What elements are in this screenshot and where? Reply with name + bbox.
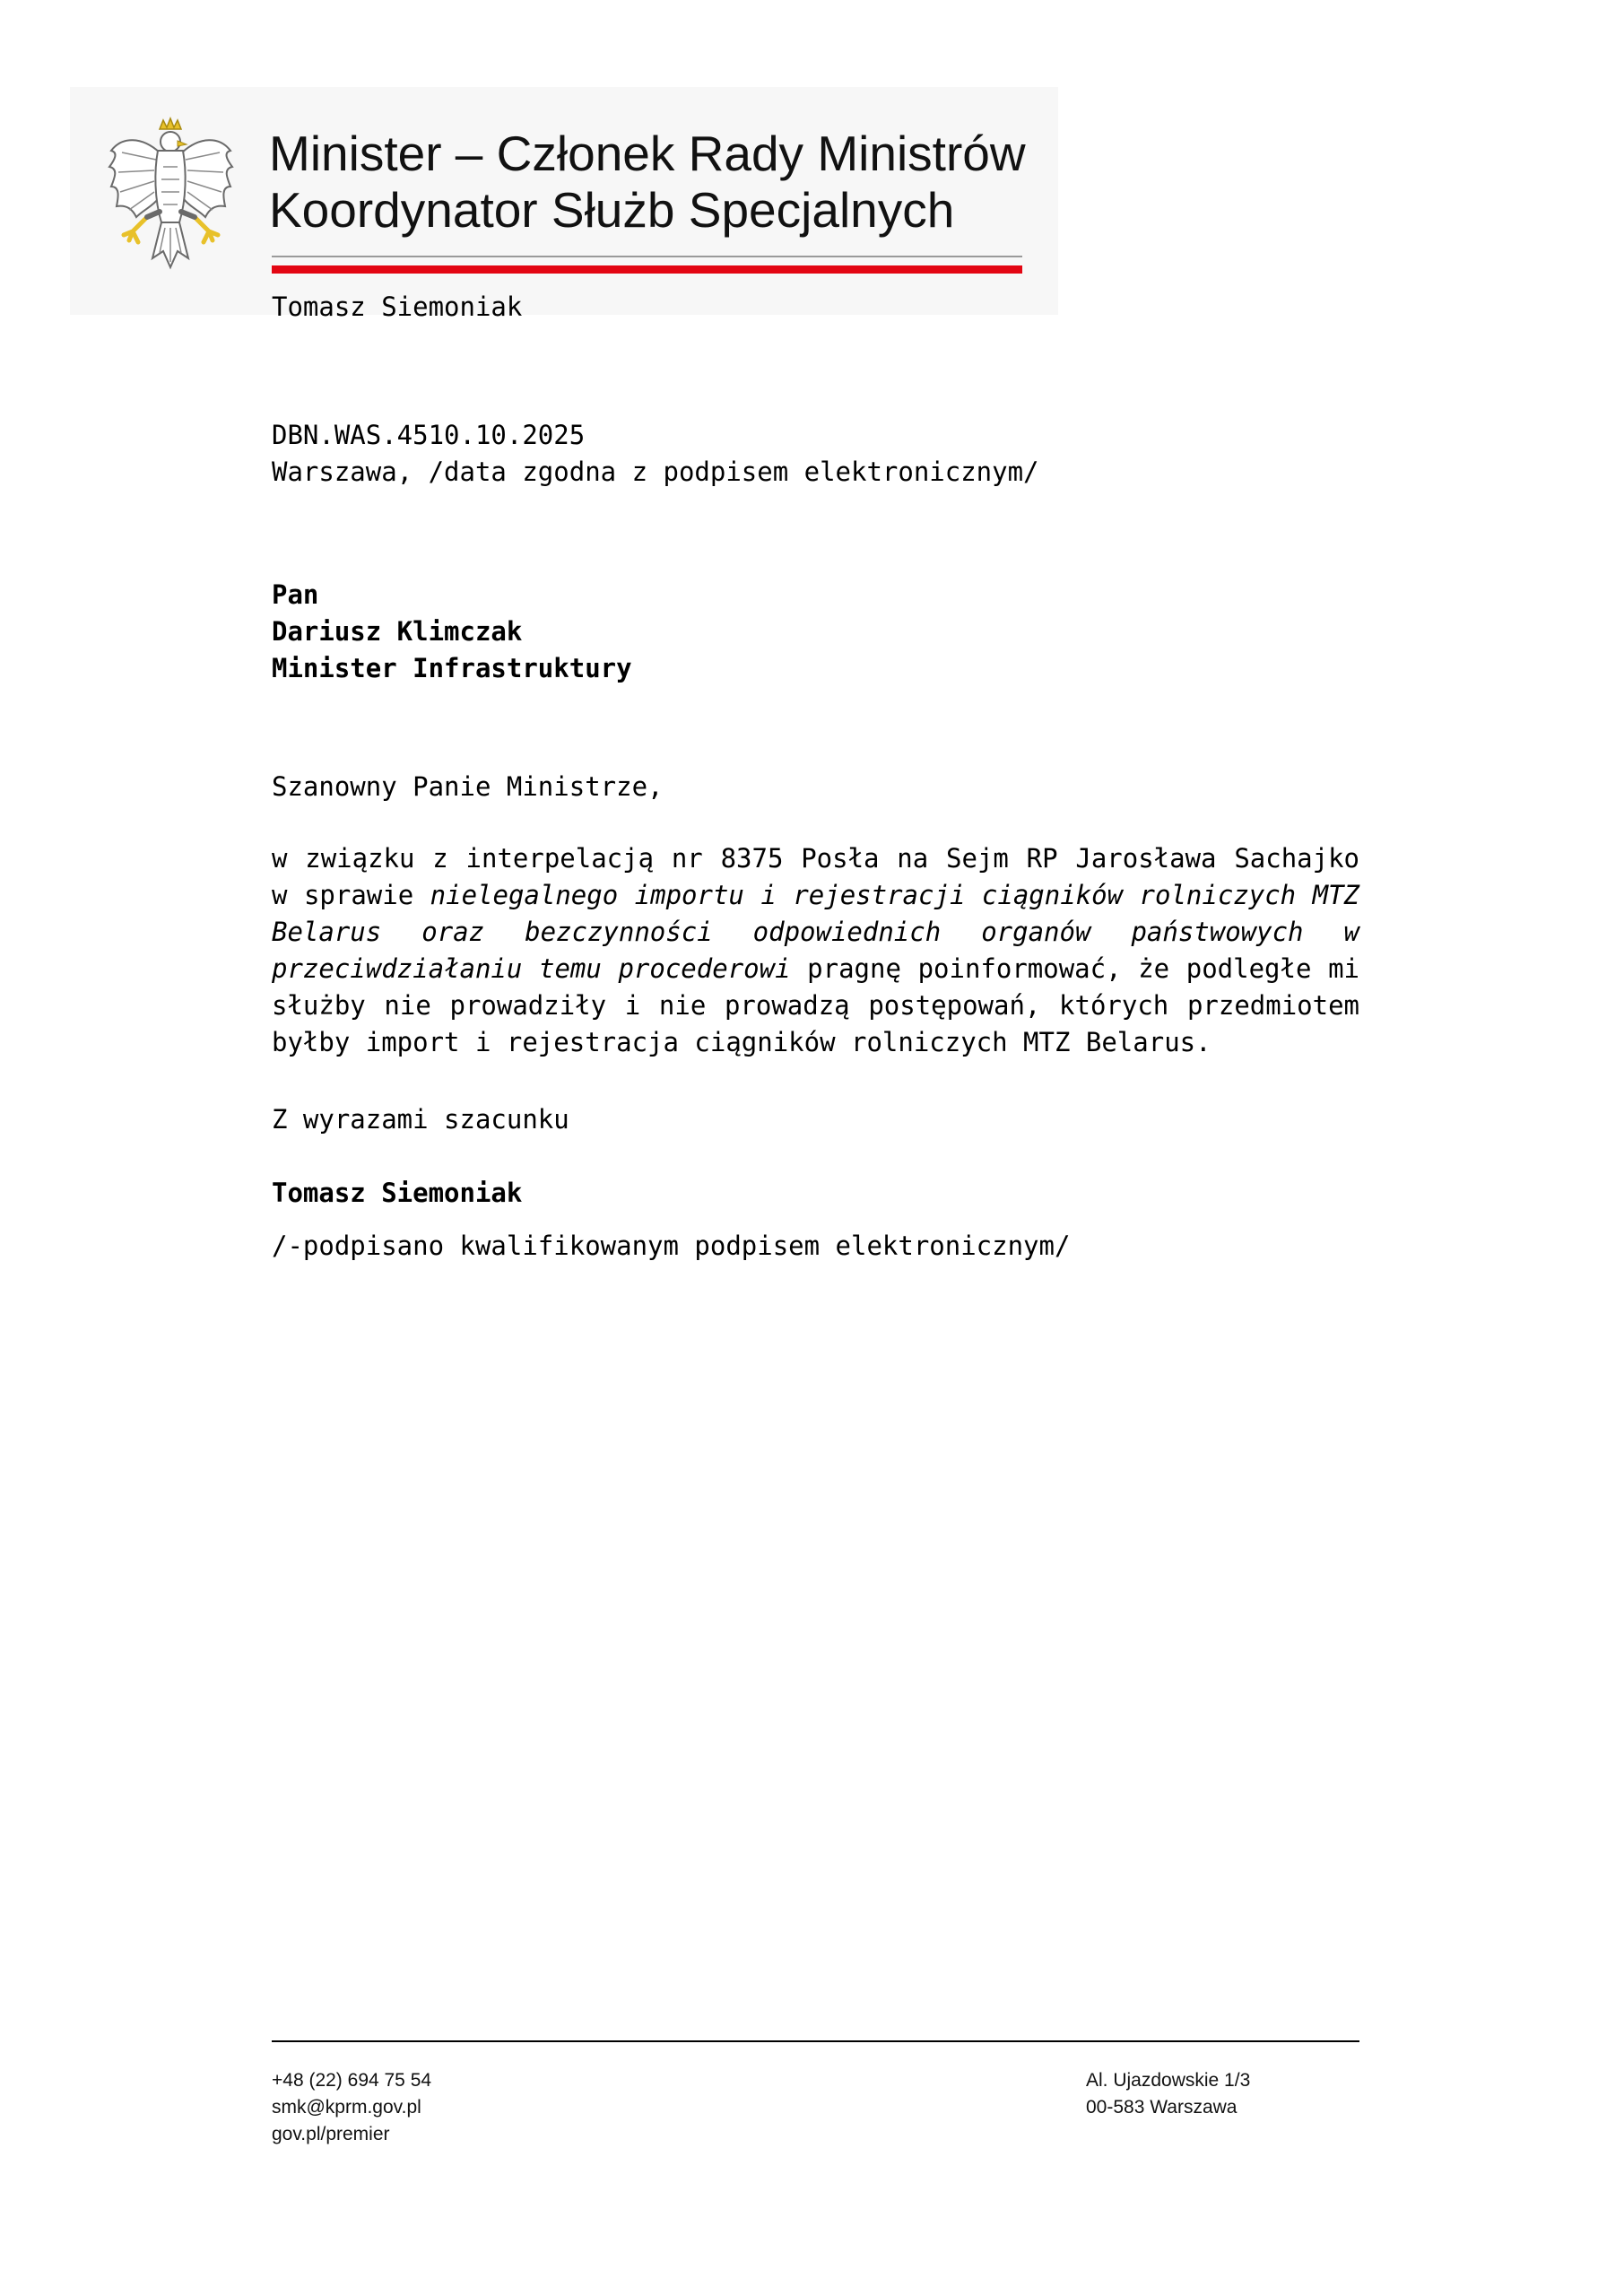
footer-address [1086, 2067, 1250, 2121]
body-subject: nielegalnego importu i rejestracji ciągników rolniczych MTZ Belarus oraz bezczynności odpowiednich organów państwowych w przeciwdziałaniu temu procederowi [272, 880, 1359, 984]
footer-address-line-2: 00-583 Warszawa [1086, 2097, 1238, 2118]
letterhead-title-line-2: Koordynator Służb Specjalnych [269, 182, 955, 238]
closing-phrase: Z wyrazami szacunku [272, 1104, 569, 1135]
footer-address-line-1: Al. Ujazdowskie 1/3 [1086, 2070, 1251, 2091]
addressee-position: Minister Infrastruktury [272, 653, 632, 683]
addressee-block [272, 577, 632, 687]
letterhead-red-bar [272, 265, 1022, 274]
signature-name: Tomasz Siemoniak [272, 1178, 523, 1208]
letter-body [272, 840, 1359, 1061]
footer-divider [272, 2040, 1359, 2042]
footer-email: smk@kprm.gov.pl [272, 2097, 421, 2118]
footer-phone: +48 (22) 694 75 54 [272, 2070, 432, 2091]
polish-eagle-emblem-icon [106, 117, 236, 274]
body-intro: w związku z interpelacją nr 8375 Posła na Sejm RP Jarosława Sachajko w sprawie [272, 843, 1359, 910]
footer-website: gov.pl/premier [272, 2124, 390, 2144]
signature-note: /-podpisano kwalifikowanym podpisem elektronicznym/ [272, 1231, 1071, 1261]
reference-number: DBN.WAS.4510.10.2025 [272, 420, 586, 450]
letterhead-title-line-1: Minister – Członek Rady Ministrów [269, 126, 1026, 181]
addressee-name: Dariusz Klimczak [272, 616, 523, 647]
author-name: Tomasz Siemoniak [272, 291, 523, 322]
place-date: Warszawa, /data zgodna z podpisem elektronicznym/ [272, 457, 1039, 487]
reference-block [272, 417, 1039, 491]
salutation: Szanowny Panie Ministrze, [272, 771, 664, 802]
letterhead-divider [272, 256, 1022, 257]
footer-contact [272, 2067, 431, 2148]
body-rest: pragnę poinformować, że podległe mi służby nie prowadziły i nie prowadzą postępowań, których przedmiotem byłby import i rejestracja ciągników rolniczych MTZ Belarus. [272, 953, 1359, 1057]
letterhead-title [269, 126, 1058, 239]
addressee-honorific: Pan [272, 579, 319, 610]
